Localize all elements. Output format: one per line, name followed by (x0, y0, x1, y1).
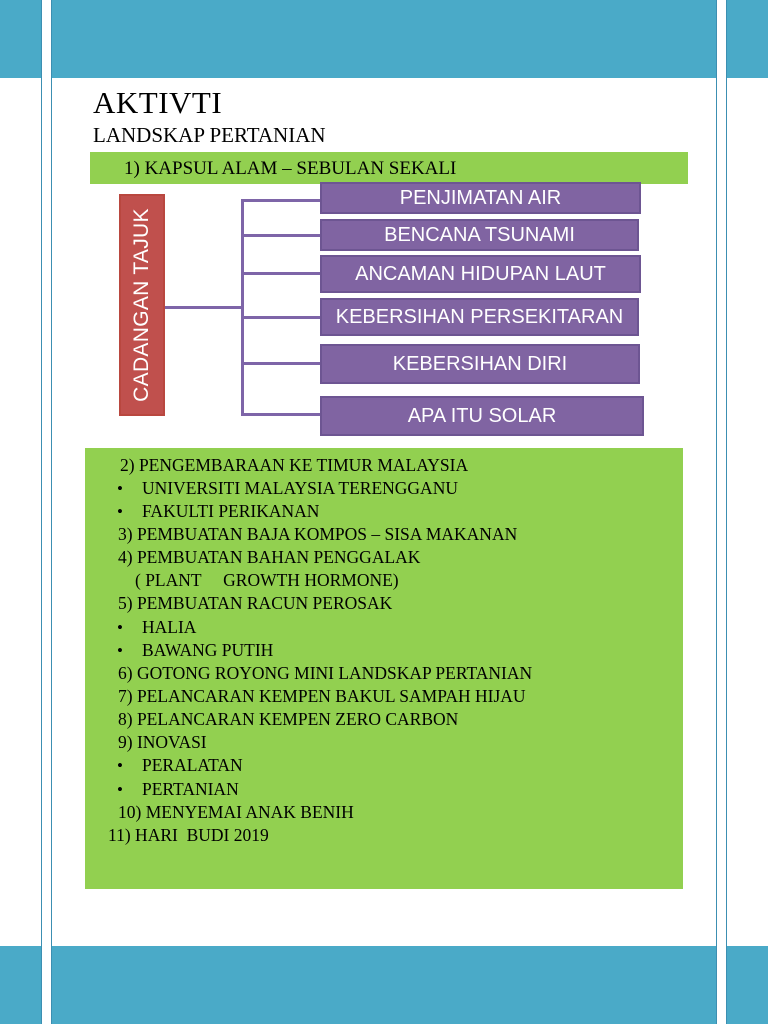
bullet-icon: • (117, 618, 123, 637)
top-center-teal-banner (52, 0, 716, 78)
item1-heading: 1) KAPSUL ALAM – SEBULAN SEKALI (124, 158, 457, 179)
bullet-icon: • (117, 502, 123, 521)
list-item: HALIA (142, 617, 197, 637)
topic-box: KEBERSIHAN PERSEKITARAN (320, 298, 639, 336)
list-item: BAWANG PUTIH (142, 640, 274, 660)
list-item: PERTANIAN (142, 779, 239, 799)
list-item: 8) PELANCARAN KEMPEN ZERO CARBON (118, 709, 459, 729)
bottom-right-teal-block (727, 946, 768, 1024)
bottom-center-teal-banner (52, 946, 716, 1024)
top-left-teal-block (0, 0, 41, 78)
connector-branch-2 (241, 234, 321, 237)
page-subtitle: LANDSKAP PERTANIAN (93, 123, 326, 147)
frame-line-right-inner (716, 0, 717, 1024)
topic-box: APA ITU SOLAR (320, 396, 644, 436)
connector-branch-1 (241, 199, 321, 202)
bottom-left-teal-block (0, 946, 41, 1024)
bullet-icon: • (117, 780, 123, 799)
top-right-teal-block (727, 0, 768, 78)
page-title: AKTIVTI (93, 85, 223, 120)
list-item: 6) GOTONG ROYONG MINI LANDSKAP PERTANIAN (118, 663, 533, 683)
bullet-icon: • (117, 641, 123, 660)
connector-stem (165, 306, 243, 309)
list-item: 10) MENYEMAI ANAK BENIH (118, 802, 354, 822)
topic-box: ANCAMAN HIDUPAN LAUT (320, 255, 641, 293)
topic-box: BENCANA TSUNAMI (320, 219, 639, 251)
list-item: UNIVERSITI MALAYSIA TERENGGANU (142, 478, 458, 498)
frame-line-right-outer (726, 0, 727, 1024)
topic-box: PENJIMATAN AIR (320, 182, 641, 214)
list-item: 5) PEMBUATAN RACUN PEROSAK (118, 593, 393, 613)
list-item: FAKULTI PERIKANAN (142, 501, 320, 521)
bullet-icon: • (117, 479, 123, 498)
frame-line-left-inner (51, 0, 52, 1024)
side-label: CADANGAN TAJUK (130, 208, 153, 402)
list-item: 11) HARI BUDI 2019 (108, 825, 269, 845)
list-item: 3) PEMBUATAN BAJA KOMPOS – SISA MAKANAN (118, 524, 518, 544)
list-item: PERALATAN (142, 755, 243, 775)
item1-heading-bar (90, 152, 688, 184)
connector-branch-5 (241, 362, 321, 365)
list-item: 9) INOVASI (118, 732, 207, 752)
side-label-box (119, 194, 165, 416)
connector-spine (241, 199, 244, 416)
bullet-icon: • (117, 756, 123, 775)
list-item: ( PLANT GROWTH HORMONE) (135, 570, 399, 590)
frame-line-left-outer (41, 0, 42, 1024)
topic-box: KEBERSIHAN DIRI (320, 344, 640, 384)
list-item: 7) PELANCARAN KEMPEN BAKUL SAMPAH HIJAU (118, 686, 526, 706)
connector-branch-6 (241, 413, 321, 416)
connector-branch-4 (241, 316, 321, 319)
list-item: 2) PENGEMBARAAN KE TIMUR MALAYSIA (120, 455, 469, 475)
connector-branch-3 (241, 272, 321, 275)
list-item: 4) PEMBUATAN BAHAN PENGGALAK (118, 547, 421, 567)
